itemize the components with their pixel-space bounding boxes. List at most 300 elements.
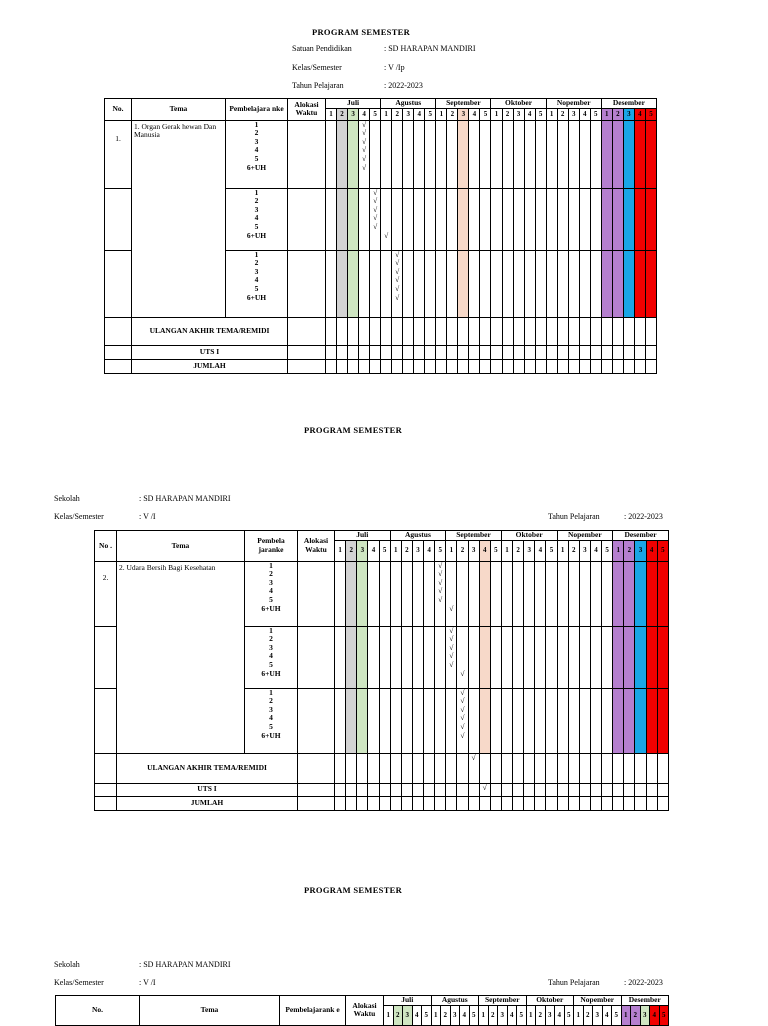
check-mark: √ <box>460 668 465 678</box>
week-cell <box>368 753 379 783</box>
month-header: Desember <box>613 531 669 541</box>
week-cell <box>469 188 480 250</box>
week-cell <box>490 783 501 796</box>
week-cell <box>568 188 579 250</box>
week-cell <box>403 188 414 250</box>
week-cell <box>379 796 390 810</box>
week-cell <box>370 345 381 359</box>
week-cell <box>634 317 645 345</box>
meta-value: : 2022-2023 <box>384 81 423 90</box>
week-cell <box>613 626 624 688</box>
week-cell <box>524 250 535 317</box>
row-number <box>105 188 132 250</box>
week-cell <box>546 688 557 753</box>
week-cell <box>513 688 524 753</box>
week-cell <box>646 796 657 810</box>
week-cell <box>524 345 535 359</box>
week-cell <box>502 345 513 359</box>
check-mark: √ <box>395 292 400 302</box>
week-cell <box>480 250 491 317</box>
header-alokasi-waktu: Alokasi Waktu <box>346 996 384 1026</box>
week-cell <box>557 120 568 188</box>
week-header: 1 <box>613 540 624 561</box>
week-cell <box>601 188 612 250</box>
week-cell <box>379 753 390 783</box>
week-cell <box>457 783 468 796</box>
week-cell <box>401 688 412 753</box>
week-header: 2 <box>583 1005 593 1025</box>
week-header: 3 <box>545 1005 555 1025</box>
week-header: 1 <box>491 108 502 120</box>
week-cell <box>412 753 423 783</box>
week-cell <box>524 120 535 188</box>
month-header: September <box>479 996 527 1006</box>
week-cell <box>359 317 370 345</box>
week-cell <box>479 561 490 626</box>
week-cell <box>446 626 457 688</box>
check-mark: √ <box>460 704 465 714</box>
week-cell <box>490 688 501 753</box>
check-mark: √ <box>460 696 465 706</box>
week-cell <box>370 250 381 317</box>
week-cell <box>568 359 579 373</box>
week-cell <box>446 688 457 753</box>
page-title: PROGRAM SEMESTER <box>304 885 403 895</box>
check-mark: √ <box>395 258 400 268</box>
week-cell <box>590 345 601 359</box>
week-cell <box>491 250 502 317</box>
week-header: 5 <box>422 1005 432 1025</box>
check-mark: √ <box>395 283 400 293</box>
week-cell <box>634 359 645 373</box>
week-cell <box>535 783 546 796</box>
week-cell <box>337 345 348 359</box>
week-header: 3 <box>498 1005 508 1025</box>
week-header: 1 <box>479 1005 489 1025</box>
week-cell <box>557 626 568 688</box>
week-cell <box>392 317 403 345</box>
check-mark: √ <box>395 266 400 276</box>
alokasi-cell <box>288 345 326 359</box>
week-cell <box>392 250 403 317</box>
week-header: 3 <box>403 1005 413 1025</box>
week-cell <box>535 753 546 783</box>
week-cell <box>479 626 490 688</box>
week-cell <box>425 120 436 188</box>
week-cell <box>612 317 623 345</box>
page-title: PROGRAM SEMESTER <box>304 425 403 435</box>
week-cell <box>524 688 535 753</box>
week-cell <box>601 250 612 317</box>
week-header: 2 <box>393 1005 403 1025</box>
week-cell <box>468 688 479 753</box>
month-header: Nopember <box>557 531 613 541</box>
header-no: No. <box>56 996 140 1026</box>
week-cell <box>357 753 368 783</box>
week-cell <box>458 359 469 373</box>
week-cell <box>568 345 579 359</box>
week-cell <box>401 783 412 796</box>
week-header: 4 <box>414 108 425 120</box>
week-cell <box>457 753 468 783</box>
week-cell <box>412 688 423 753</box>
week-cell <box>390 626 401 688</box>
footer-no <box>105 345 132 359</box>
week-cell <box>412 783 423 796</box>
week-cell <box>513 345 524 359</box>
month-header: Oktober <box>526 996 574 1006</box>
week-header: 1 <box>621 1005 631 1025</box>
alokasi-cell <box>298 688 335 753</box>
week-header: 2 <box>513 540 524 561</box>
footer-no <box>105 317 132 345</box>
meta-label: Tahun Pelajaran <box>292 81 344 90</box>
week-cell <box>401 796 412 810</box>
check-mark: √ <box>460 721 465 731</box>
week-cell <box>657 783 668 796</box>
week-cell <box>348 345 359 359</box>
lesson-number: 3 <box>269 704 273 714</box>
week-cell <box>546 250 557 317</box>
week-cell <box>635 688 646 753</box>
week-cell <box>468 783 479 796</box>
week-cell <box>546 120 557 188</box>
week-cell <box>568 120 579 188</box>
week-cell <box>335 626 346 688</box>
week-cell <box>513 753 524 783</box>
week-cell <box>335 753 346 783</box>
tema-name: 2. Udara Bersih Bagi Kesehatan <box>117 561 245 753</box>
week-header: 4 <box>579 108 590 120</box>
check-mark: √ <box>449 651 454 661</box>
week-cell <box>348 188 359 250</box>
footer-no <box>95 796 117 810</box>
check-mark: √ <box>449 634 454 644</box>
week-header: 3 <box>513 108 524 120</box>
week-cell <box>490 753 501 783</box>
week-cell <box>379 783 390 796</box>
week-cell <box>480 345 491 359</box>
lesson-number: 6+UH <box>261 603 281 613</box>
week-header: 5 <box>370 108 381 120</box>
week-cell <box>535 796 546 810</box>
week-cell <box>568 796 579 810</box>
week-cell <box>524 783 535 796</box>
header-no: No. <box>105 99 132 121</box>
week-cell <box>546 345 557 359</box>
check-mark: √ <box>362 153 367 163</box>
month-header: Nopember <box>546 99 601 109</box>
check-mark: √ <box>373 213 378 223</box>
week-header: 5 <box>535 108 546 120</box>
week-cell <box>403 250 414 317</box>
week-cell <box>590 626 601 688</box>
week-cell <box>557 359 568 373</box>
month-header: Juli <box>384 996 432 1006</box>
week-cell <box>535 359 546 373</box>
month-header: Agustus <box>431 996 479 1006</box>
check-mark: √ <box>438 577 443 587</box>
week-header: 2 <box>441 1005 451 1025</box>
check-mark: √ <box>460 730 465 740</box>
week-cell <box>435 783 446 796</box>
meta-value: : V /I <box>139 512 156 521</box>
check-mark: √ <box>460 713 465 723</box>
week-cell <box>337 250 348 317</box>
week-cell <box>634 345 645 359</box>
week-cell <box>491 359 502 373</box>
week-header: 2 <box>631 1005 641 1025</box>
week-cell <box>568 753 579 783</box>
week-cell <box>513 796 524 810</box>
week-header: 3 <box>348 108 359 120</box>
meta-label: Sekolah <box>54 960 80 969</box>
week-cell <box>424 783 435 796</box>
footer-label: JUMLAH <box>117 796 298 810</box>
week-cell <box>468 753 479 783</box>
week-cell <box>435 796 446 810</box>
week-cell <box>401 626 412 688</box>
week-cell <box>479 783 490 796</box>
week-cell <box>602 783 613 796</box>
week-cell <box>513 561 524 626</box>
week-cell <box>513 626 524 688</box>
week-header: 2 <box>624 540 635 561</box>
meta-label: Tahun Pelajaran <box>548 978 600 987</box>
week-cell <box>645 250 656 317</box>
week-cell <box>390 688 401 753</box>
month-header: Desember <box>601 99 656 109</box>
week-cell <box>634 250 645 317</box>
month-header: Nopember <box>574 996 622 1006</box>
week-cell <box>446 753 457 783</box>
week-cell <box>368 626 379 688</box>
month-header: Juli <box>335 531 391 541</box>
week-header: 5 <box>469 1005 479 1025</box>
lesson-number: 6+UH <box>261 668 281 678</box>
lesson-number: 2 <box>269 696 273 706</box>
check-mark: √ <box>482 783 487 792</box>
week-cell <box>513 783 524 796</box>
lesson-number: 6+UH <box>261 730 281 740</box>
lesson-number: 3 <box>269 642 273 652</box>
week-cell <box>435 561 446 626</box>
week-cell <box>623 317 634 345</box>
week-cell <box>546 753 557 783</box>
week-cell <box>390 561 401 626</box>
week-cell <box>491 317 502 345</box>
lesson-number: 5 <box>269 721 273 731</box>
week-header: 5 <box>602 540 613 561</box>
week-cell <box>491 188 502 250</box>
footer-no <box>105 359 132 373</box>
week-cell <box>590 561 601 626</box>
week-header: 1 <box>601 108 612 120</box>
lesson-number: 1 <box>254 188 259 197</box>
week-cell <box>458 345 469 359</box>
week-cell <box>623 120 634 188</box>
lesson-numbers <box>245 688 298 753</box>
lesson-number: 4 <box>254 145 259 155</box>
month-header: Oktober <box>501 531 557 541</box>
week-cell <box>424 626 435 688</box>
week-cell <box>468 626 479 688</box>
week-header: 4 <box>590 540 601 561</box>
week-cell <box>370 188 381 250</box>
week-header: 2 <box>536 1005 546 1025</box>
week-cell <box>590 796 601 810</box>
week-cell <box>414 359 425 373</box>
alokasi-cell <box>298 783 335 796</box>
week-cell <box>359 120 370 188</box>
lesson-number: 1 <box>269 688 273 697</box>
week-cell <box>346 626 357 688</box>
week-cell <box>401 561 412 626</box>
week-cell <box>535 626 546 688</box>
week-cell <box>335 688 346 753</box>
week-cell <box>326 317 337 345</box>
lesson-number: 5 <box>269 659 273 669</box>
week-cell <box>390 796 401 810</box>
lesson-number: 6+UH <box>246 230 267 240</box>
week-header: 5 <box>645 108 656 120</box>
week-cell <box>524 753 535 783</box>
week-cell <box>480 188 491 250</box>
check-mark: √ <box>438 586 443 596</box>
week-cell <box>480 120 491 188</box>
week-cell <box>502 250 513 317</box>
week-header: 4 <box>412 1005 422 1025</box>
header-pembelajaran: Pembelajarank e <box>280 996 346 1026</box>
week-cell <box>357 561 368 626</box>
week-header: 5 <box>657 540 668 561</box>
week-cell <box>612 120 623 188</box>
week-cell <box>403 317 414 345</box>
footer-label: JUMLAH <box>132 359 288 373</box>
check-mark: √ <box>438 594 443 604</box>
month-header: Oktober <box>491 99 546 109</box>
week-cell <box>480 359 491 373</box>
week-cell <box>435 626 446 688</box>
footer-label: UTS I <box>132 345 288 359</box>
lesson-numbers <box>245 626 298 688</box>
week-cell <box>513 359 524 373</box>
header-tema: Tema <box>132 99 226 121</box>
week-cell <box>557 561 568 626</box>
week-cell <box>370 120 381 188</box>
week-header: 1 <box>436 108 447 120</box>
week-cell <box>425 250 436 317</box>
week-header: 4 <box>646 540 657 561</box>
week-cell <box>624 796 635 810</box>
week-cell <box>381 250 392 317</box>
week-header: 3 <box>403 108 414 120</box>
week-cell <box>624 561 635 626</box>
week-cell <box>368 783 379 796</box>
week-cell <box>403 120 414 188</box>
alokasi-cell <box>288 317 326 345</box>
week-cell <box>424 796 435 810</box>
week-cell <box>335 783 346 796</box>
header-no: No . <box>95 531 117 562</box>
check-mark: √ <box>362 136 367 146</box>
week-cell <box>601 359 612 373</box>
week-header: 5 <box>490 540 501 561</box>
check-mark: √ <box>449 626 454 635</box>
week-header: 3 <box>635 540 646 561</box>
lesson-numbers <box>226 188 288 250</box>
week-header: 5 <box>480 108 491 120</box>
week-cell <box>381 345 392 359</box>
week-cell <box>490 796 501 810</box>
check-mark: √ <box>449 642 454 652</box>
week-cell <box>602 688 613 753</box>
week-cell <box>368 796 379 810</box>
week-cell <box>457 626 468 688</box>
lesson-number: 5 <box>254 283 259 293</box>
lesson-number: 1 <box>254 250 259 259</box>
week-header: 4 <box>368 540 379 561</box>
week-header: 2 <box>502 108 513 120</box>
week-header: 2 <box>488 1005 498 1025</box>
week-cell <box>590 188 601 250</box>
week-cell <box>557 688 568 753</box>
week-cell <box>357 783 368 796</box>
week-cell <box>491 345 502 359</box>
week-header: 3 <box>450 1005 460 1025</box>
week-cell <box>346 753 357 783</box>
month-header: Juli <box>326 99 381 109</box>
alokasi-cell <box>298 561 335 626</box>
week-cell <box>424 688 435 753</box>
week-cell <box>446 561 457 626</box>
footer-no <box>95 783 117 796</box>
week-cell <box>335 561 346 626</box>
week-cell <box>579 626 590 688</box>
week-cell <box>579 250 590 317</box>
week-cell <box>490 626 501 688</box>
week-cell <box>546 783 557 796</box>
week-cell <box>359 345 370 359</box>
lesson-number: 4 <box>269 713 273 723</box>
week-cell <box>568 317 579 345</box>
week-header: 1 <box>574 1005 584 1025</box>
week-cell <box>436 120 447 188</box>
week-cell <box>368 561 379 626</box>
week-cell <box>535 345 546 359</box>
week-cell <box>401 753 412 783</box>
check-mark: √ <box>373 196 378 206</box>
week-cell <box>657 688 668 753</box>
week-cell <box>513 250 524 317</box>
week-cell <box>425 345 436 359</box>
lesson-number: 4 <box>254 275 259 285</box>
check-mark: √ <box>362 120 367 129</box>
page-title: PROGRAM SEMESTER <box>312 27 411 37</box>
week-cell <box>447 345 458 359</box>
week-header: 4 <box>424 540 435 561</box>
week-cell <box>458 250 469 317</box>
week-header: 5 <box>659 1005 669 1025</box>
week-cell <box>501 561 512 626</box>
week-cell <box>390 753 401 783</box>
week-cell <box>535 250 546 317</box>
week-cell <box>469 359 480 373</box>
week-cell <box>469 250 480 317</box>
week-cell <box>557 783 568 796</box>
week-cell <box>379 626 390 688</box>
week-cell <box>392 345 403 359</box>
